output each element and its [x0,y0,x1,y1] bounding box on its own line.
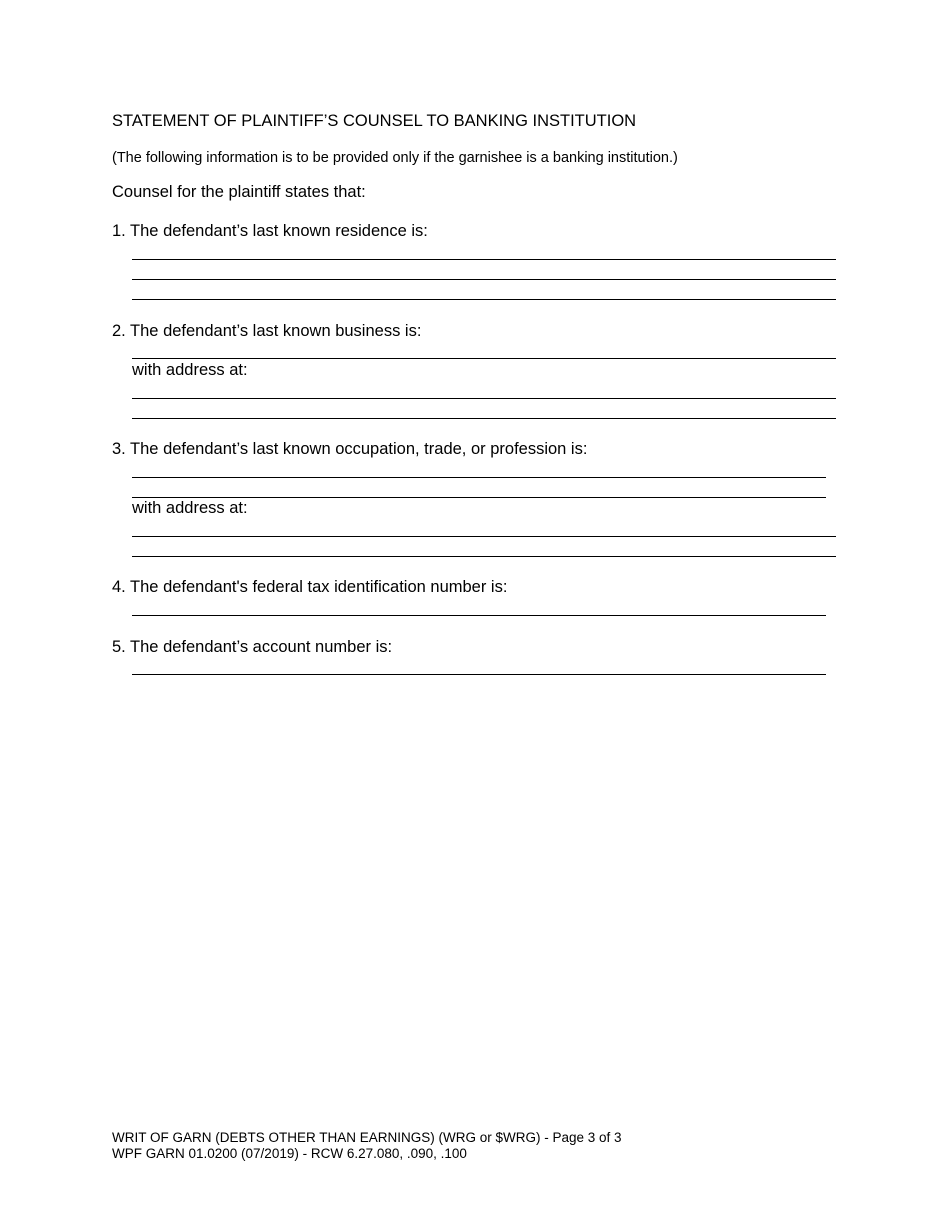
instruction-note: (The following information is to be provided only if the garnishee is a banking institution.) [112,150,678,166]
business-line[interactable] [132,358,836,359]
residence-line-2[interactable] [132,279,836,280]
item-3-occupation-label: 3. The defendant’s last known occupation, trade, or profession is: [112,440,588,458]
occupation-line-1[interactable] [132,477,826,478]
document-title: STATEMENT OF PLAINTIFF’S COUNSEL TO BANKING INSTITUTION [112,112,637,130]
account-number-line[interactable] [132,674,826,675]
occupation-address-line-2[interactable] [132,556,836,557]
business-address-line-2[interactable] [132,418,836,419]
occupation-line-2[interactable] [132,497,826,498]
residence-line-1[interactable] [132,259,836,260]
footer-form-code: WPF GARN 01.0200 (07/2019) - RCW 6.27.080, .090, .100 [112,1146,467,1161]
residence-line-3[interactable] [132,299,836,300]
tax-id-line[interactable] [132,615,826,616]
occupation-address-line-1[interactable] [132,536,836,537]
item-5-account-label: 5. The defendant’s account number is: [112,638,393,656]
item-3-address-label: with address at: [132,499,248,517]
business-address-line-1[interactable] [132,398,836,399]
intro-statement: Counsel for the plaintiff states that: [112,183,366,201]
item-1-residence-label: 1. The defendant’s last known residence is: [112,222,428,240]
footer-form-title: WRIT OF GARN (DEBTS OTHER THAN EARNINGS) (WRG or $WRG) - Page 3 of 3 [112,1130,622,1145]
item-4-tax-id-label: 4. The defendant's federal tax identification number is: [112,578,508,596]
item-2-business-label: 2. The defendant’s last known business is: [112,322,422,340]
item-2-address-label: with address at: [132,361,248,379]
